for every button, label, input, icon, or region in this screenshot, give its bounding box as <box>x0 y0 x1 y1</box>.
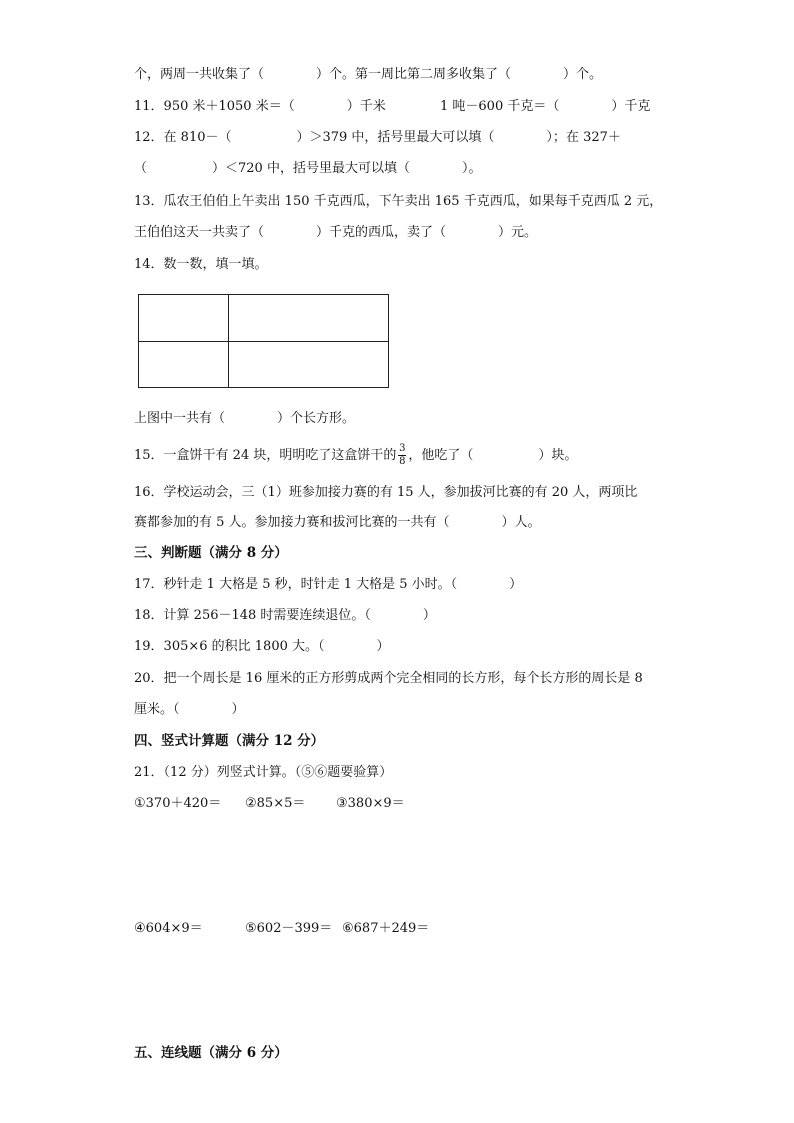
q13-line-2: 王伯伯这天一共卖了（ ）千克的西瓜，卖了（ ）元。 <box>134 225 538 240</box>
rectangle-count-figure <box>138 294 389 388</box>
fraction-numerator: 3 <box>399 443 406 454</box>
q15-text-end: ，他吃了（ ）块。 <box>408 448 578 463</box>
calc-2: ②85×5＝ <box>245 796 306 811</box>
q15-line <box>134 444 577 467</box>
q14-answer-line: 上图中一共有（ ）个长方形。 <box>134 411 356 426</box>
calc-4: ④604×9＝ <box>134 921 203 936</box>
q18: 18．计算 256－148 时需要连续退位。（ ） <box>134 608 436 623</box>
calc-5: ⑤602－399＝ <box>245 921 333 936</box>
q15-fraction <box>398 444 406 467</box>
q12-line-2: （ ）＜720 中，括号里最大可以填（ ）。 <box>134 161 482 176</box>
q13-line-1: 13．瓜农王伯伯上午卖出 150 千克西瓜，下午卖出 165 千克西瓜，如果每千克西瓜 2 元， <box>134 194 663 209</box>
q10-continuation: 个，两周一共收集了（ ）个。第一周比第二周多收集了（ ）个。 <box>134 67 603 82</box>
q20-line-2: 厘米。（ ） <box>134 702 245 717</box>
fraction-denominator: 8 <box>399 456 406 467</box>
calc-1: ①370＋420＝ <box>134 796 222 811</box>
section-5-heading: 五、连线题（满分 6 分） <box>134 1045 288 1061</box>
calc-3: ③380×9＝ <box>336 796 405 811</box>
q20-line-1: 20．把一个周长是 16 厘米的正方形剪成两个完全相同的长方形，每个长方形的周长是 8 <box>134 671 643 686</box>
q12-line-1: 12．在 810－（ ）＞379 中，括号里最大可以填（ ）；在 327＋ <box>134 130 621 145</box>
q16-line-2: 赛都参加的有 5 人。参加接力赛和拔河比赛的一共有（ ）人。 <box>134 515 541 530</box>
section-4-heading: 四、竖式计算题（满分 12 分） <box>134 733 325 749</box>
q15-text-start: 15．一盒饼干有 24 块，明明吃了这盒饼干的 <box>134 448 397 463</box>
q17: 17．秒针走 1 大格是 5 秒，时针走 1 大格是 5 小时。（ ） <box>134 577 523 592</box>
calc-6: ⑥687＋249＝ <box>342 921 430 936</box>
q21-prompt: 21．（12 分）列竖式计算。（⑤⑥题要验算） <box>134 765 393 780</box>
q19: 19．305×6 的积比 1800 大。（ ） <box>134 639 390 654</box>
figure-horizontal-divider <box>139 341 388 342</box>
q11-part-a: 11．950 米＋1050 米＝（ ）千米 <box>134 99 386 114</box>
q11-part-b: 1 吨－600 千克＝（ ）千克 <box>440 99 651 114</box>
q14-prompt: 14．数一数，填一填。 <box>134 257 268 272</box>
q16-line-1: 16．学校运动会，三（1）班参加接力赛的有 15 人，参加拔河比赛的有 20 人，两项比 <box>134 485 638 500</box>
section-3-heading: 三、判断题（满分 8 分） <box>134 545 288 561</box>
